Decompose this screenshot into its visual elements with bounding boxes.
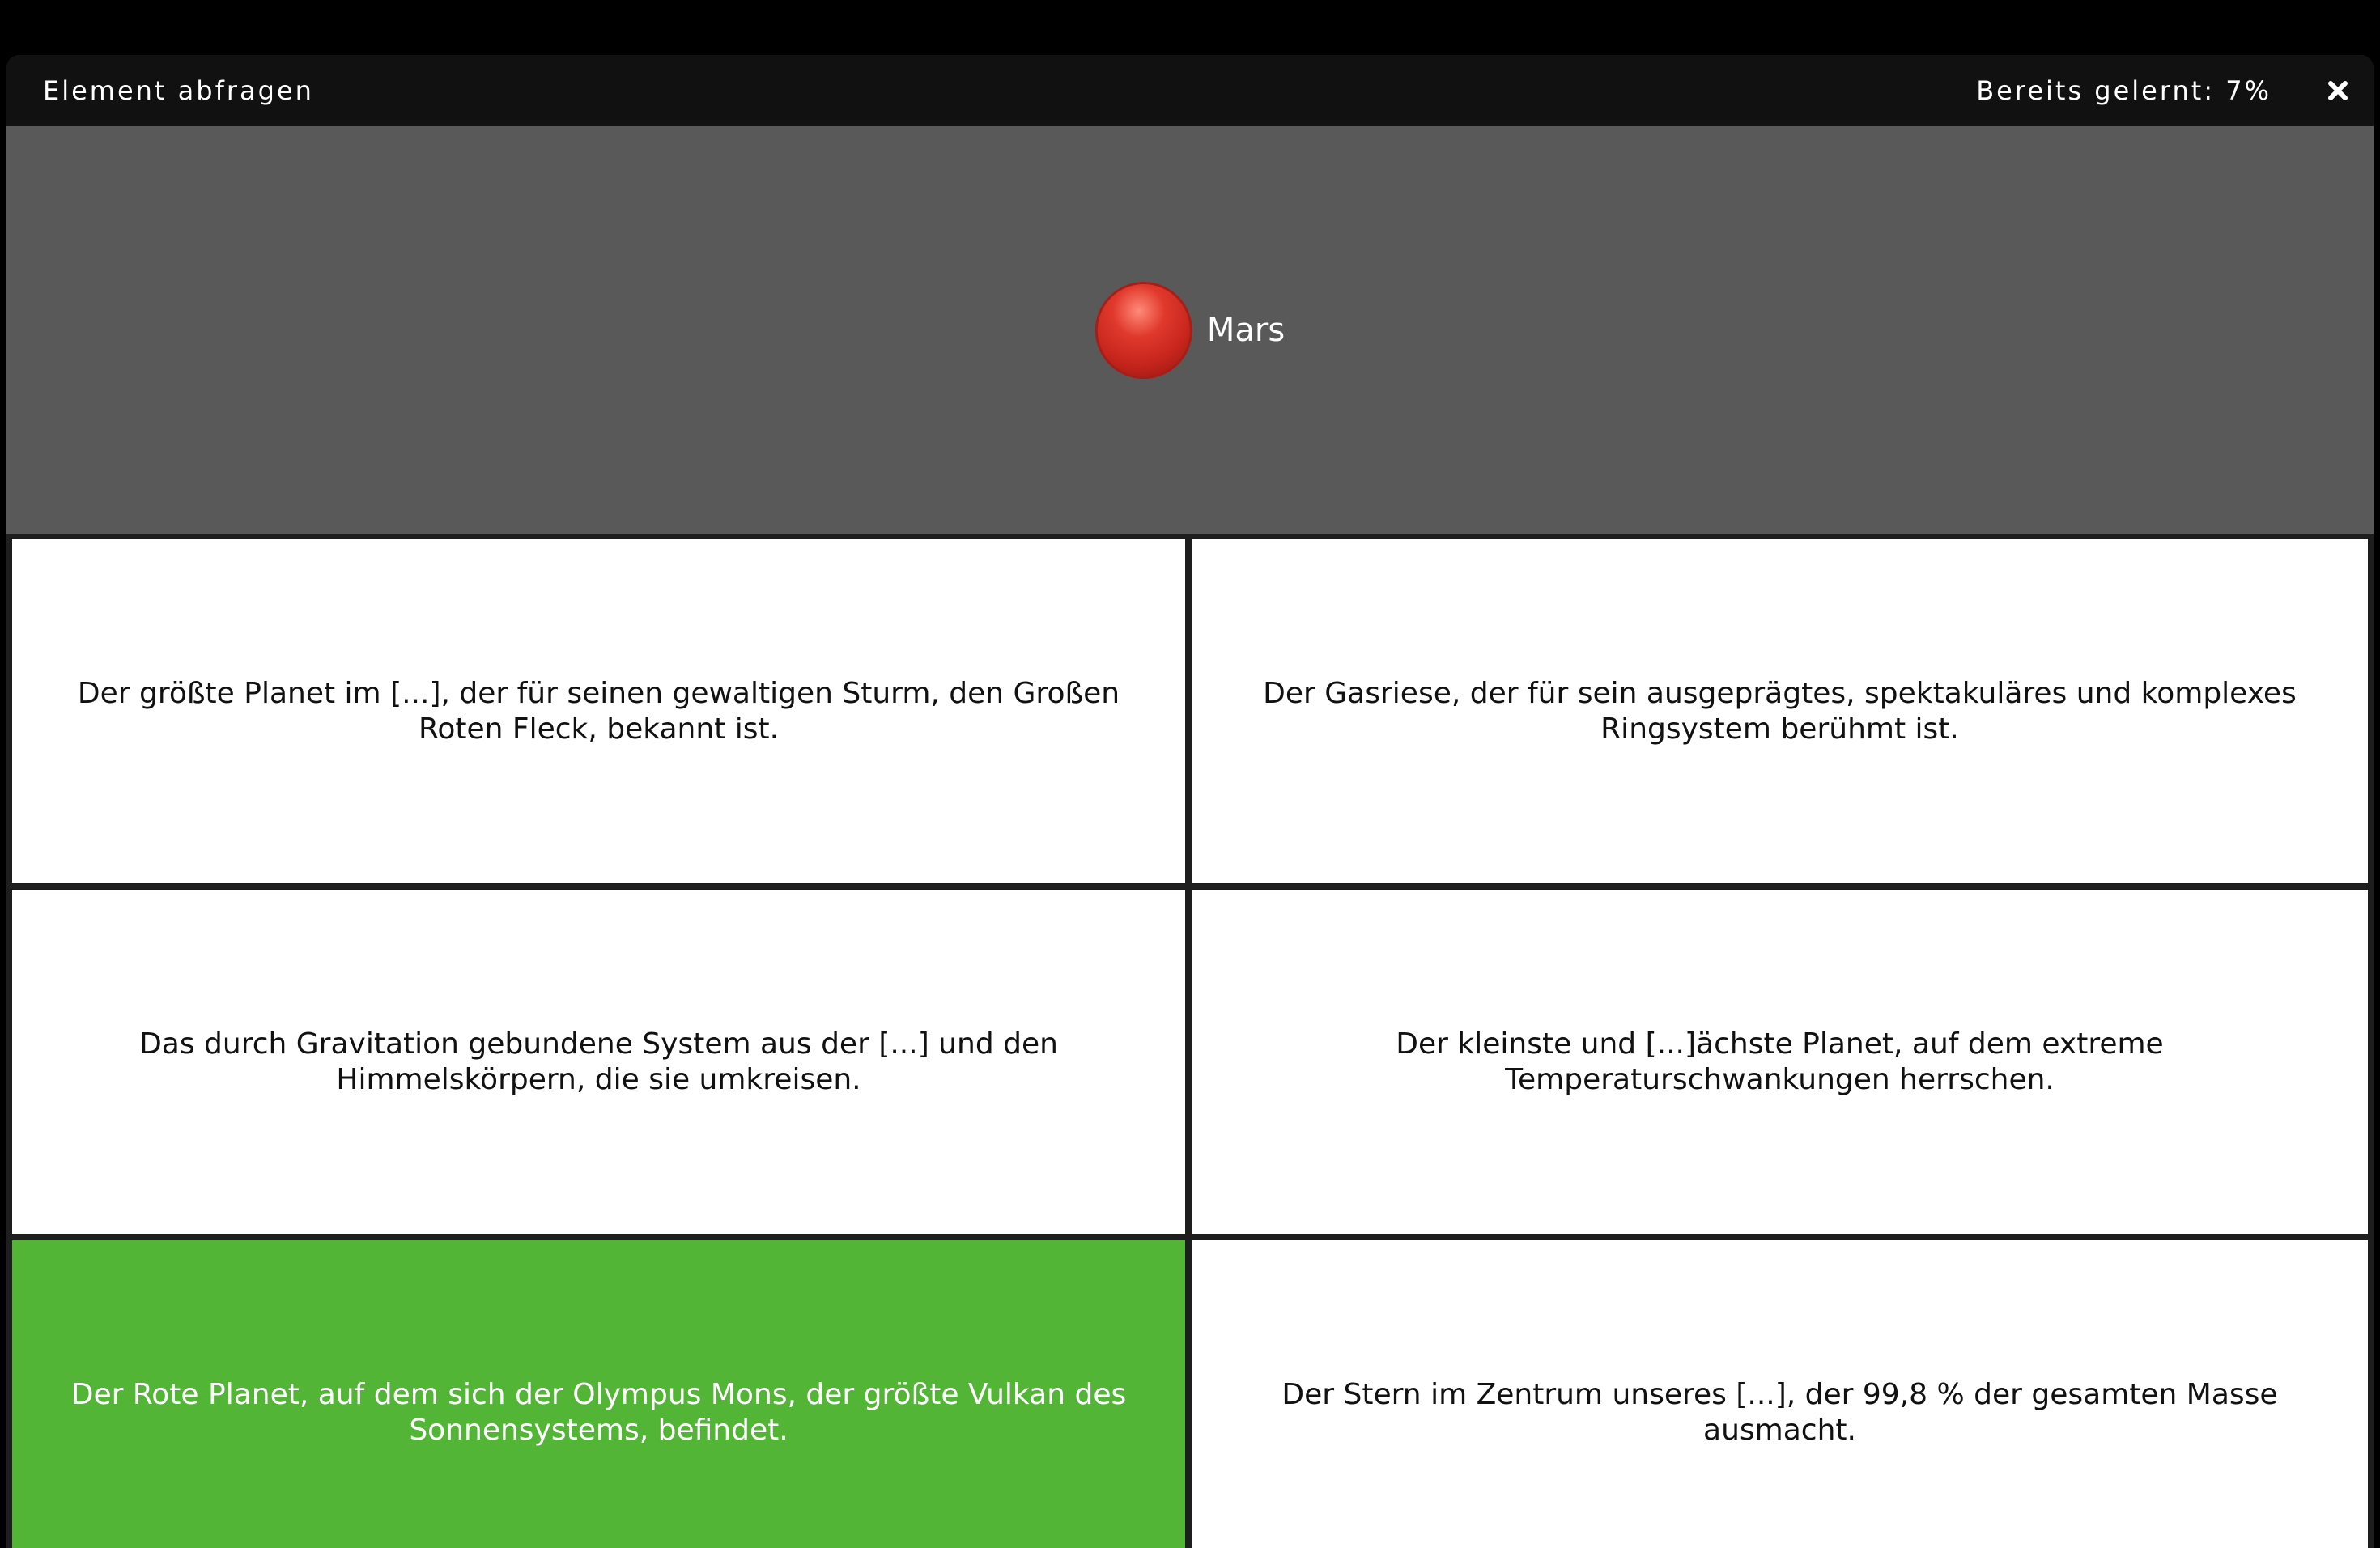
answer-option-3[interactable] [12, 890, 1185, 1234]
close-icon [2320, 73, 2356, 108]
window-title: Element abfragen [43, 75, 314, 106]
answer-option-4[interactable] [1192, 890, 2368, 1234]
close-button[interactable] [2320, 73, 2356, 108]
quiz-window [6, 55, 2374, 1548]
answer-option-text: Der kleinste und [...]ächste Planet, auf dem extreme Temperaturschwankungen herrschen. [1396, 1027, 2164, 1096]
titlebar [6, 55, 2374, 126]
element-display [1095, 282, 1285, 379]
answer-grid [6, 534, 2374, 1548]
answer-option-1[interactable] [12, 539, 1185, 883]
answer-option-text: Der Rote Planet, auf dem sich der Olympus Mons, der größte Vulkan des Sonnensystems, befindet. [70, 1377, 1127, 1447]
progress-text: Bereits gelernt: 7% [1976, 75, 2272, 106]
answer-option-text: Der Gasriese, der für sein ausgeprägtes, spektakuläres und komplexes Ringsystem berühmt ist. [1263, 676, 2297, 746]
red-planet-icon [1095, 282, 1192, 379]
answer-option-text: Das durch Gravitation gebundene System aus der [...] und den Himmelskörpern, die sie umkreisen. [139, 1027, 1058, 1096]
answer-option-6[interactable] [1192, 1240, 2368, 1548]
answer-option-5-correct[interactable] [12, 1240, 1185, 1548]
question-area [6, 126, 2374, 534]
answer-option-2[interactable] [1192, 539, 2368, 883]
answer-option-text: Der Stern im Zentrum unseres [...], der 99,8 % der gesamten Masse ausmacht. [1281, 1377, 2278, 1447]
element-label: Mars [1206, 311, 1286, 349]
answer-option-text: Der größte Planet im [...], der für seinen gewaltigen Sturm, den Großen Roten Fleck, bekannt ist. [77, 676, 1120, 746]
